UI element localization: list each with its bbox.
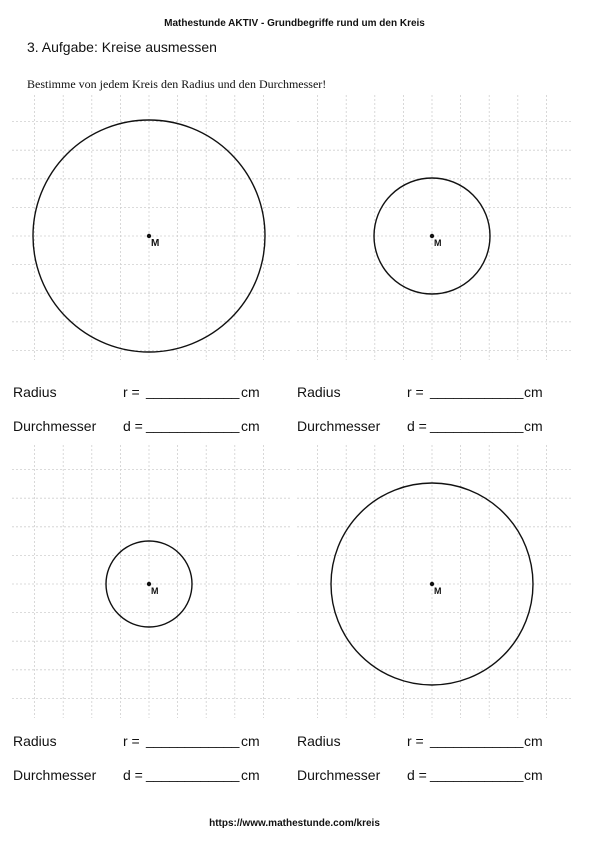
- center-label: M: [434, 586, 442, 596]
- diameter-prefix: d =: [407, 418, 427, 434]
- radius-answer-blank[interactable]: ____________: [430, 383, 524, 399]
- diameter-prefix: d =: [123, 418, 143, 434]
- radius-label: Radius: [13, 384, 57, 400]
- circle-panel-3: [12, 445, 290, 718]
- center-label: M: [151, 586, 159, 596]
- radius-unit: cm: [241, 384, 260, 400]
- diameter-label: Durchmesser: [297, 767, 381, 783]
- diameter-answer-blank[interactable]: ____________: [430, 766, 524, 782]
- grid: [12, 445, 290, 718]
- grid: [297, 95, 572, 360]
- diameter-label: Durchmesser: [297, 418, 381, 434]
- diameter-answer-blank[interactable]: ____________: [430, 417, 524, 433]
- radius-prefix: r =: [123, 733, 140, 749]
- grid: [297, 445, 572, 718]
- page-header-title: Mathestunde AKTIV - Grundbegriffe rund um den Kreis: [164, 18, 425, 29]
- circle-panel-1: [12, 95, 290, 360]
- diameter-answer-blank[interactable]: ____________: [146, 417, 240, 433]
- grid: [12, 95, 290, 360]
- radius-prefix: r =: [407, 384, 424, 400]
- diameter-label: Durchmesser: [13, 418, 97, 434]
- radius-label: Radius: [13, 733, 57, 749]
- task-instruction: Bestimme von jedem Kreis den Radius und den Durchmesser!: [27, 77, 327, 91]
- center-label: M: [434, 238, 442, 248]
- radius-answer-blank[interactable]: ____________: [146, 732, 240, 748]
- diameter-prefix: d =: [123, 767, 143, 783]
- diameter-prefix: d =: [407, 767, 427, 783]
- diameter-unit: cm: [524, 767, 543, 783]
- radius-answer-blank[interactable]: ____________: [146, 383, 240, 399]
- center-label: M: [151, 238, 160, 249]
- circle-panel-2: [297, 95, 572, 360]
- radius-unit: cm: [524, 384, 543, 400]
- radius-label: Radius: [297, 384, 341, 400]
- radius-answer-blank[interactable]: ____________: [430, 732, 524, 748]
- diameter-label: Durchmesser: [13, 767, 97, 783]
- diameter-unit: cm: [241, 418, 260, 434]
- diameter-answer-blank[interactable]: ____________: [146, 766, 240, 782]
- task-title: 3. Aufgabe: Kreise ausmessen: [27, 39, 217, 55]
- diameter-unit: cm: [241, 767, 260, 783]
- radius-unit: cm: [241, 733, 260, 749]
- diameter-unit: cm: [524, 418, 543, 434]
- radius-prefix: r =: [123, 384, 140, 400]
- footer-url[interactable]: https://www.mathestunde.com/kreis: [209, 818, 380, 829]
- radius-prefix: r =: [407, 733, 424, 749]
- radius-label: Radius: [297, 733, 341, 749]
- circle-panel-4: [297, 445, 572, 718]
- radius-unit: cm: [524, 733, 543, 749]
